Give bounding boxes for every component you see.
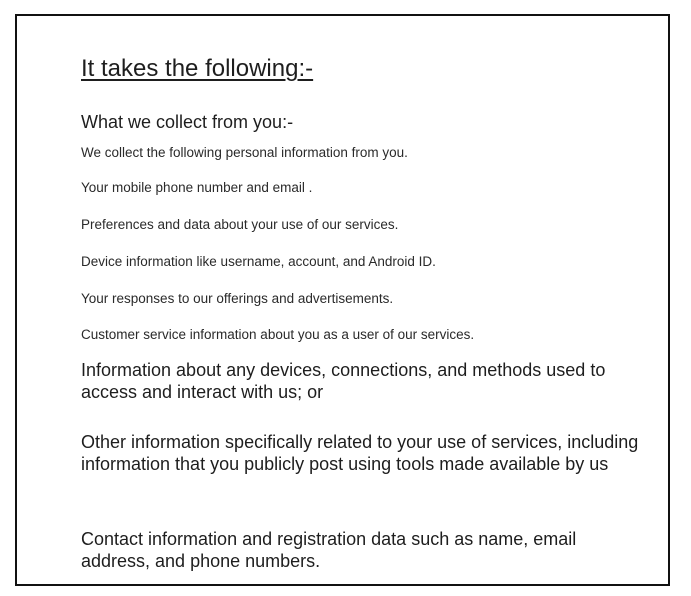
list-item: We collect the following personal information from you. — [81, 145, 408, 160]
list-item: Customer service information about you as a user of our services. — [81, 327, 475, 342]
paragraph: Contact information and registration data such as name, email address, and phone numbers. — [81, 529, 577, 571]
list-item: Device information like username, account, and Android ID. — [81, 254, 436, 269]
list-item: Your responses to our offerings and advertisements. — [81, 291, 394, 306]
document-frame — [15, 14, 670, 586]
paragraph: Other information specifically related to your use of services, including information that you publicly post using tools made available by us — [81, 432, 639, 474]
list-item: Preferences and data about your use of our services. — [81, 217, 399, 232]
section-heading: What we collect from you:- — [81, 112, 294, 132]
paragraph: Information about any devices, connections, and methods used to access and interact with us; or — [81, 360, 606, 402]
page-title: It takes the following:- — [81, 55, 314, 82]
list-item: Your mobile phone number and email . — [81, 180, 313, 195]
